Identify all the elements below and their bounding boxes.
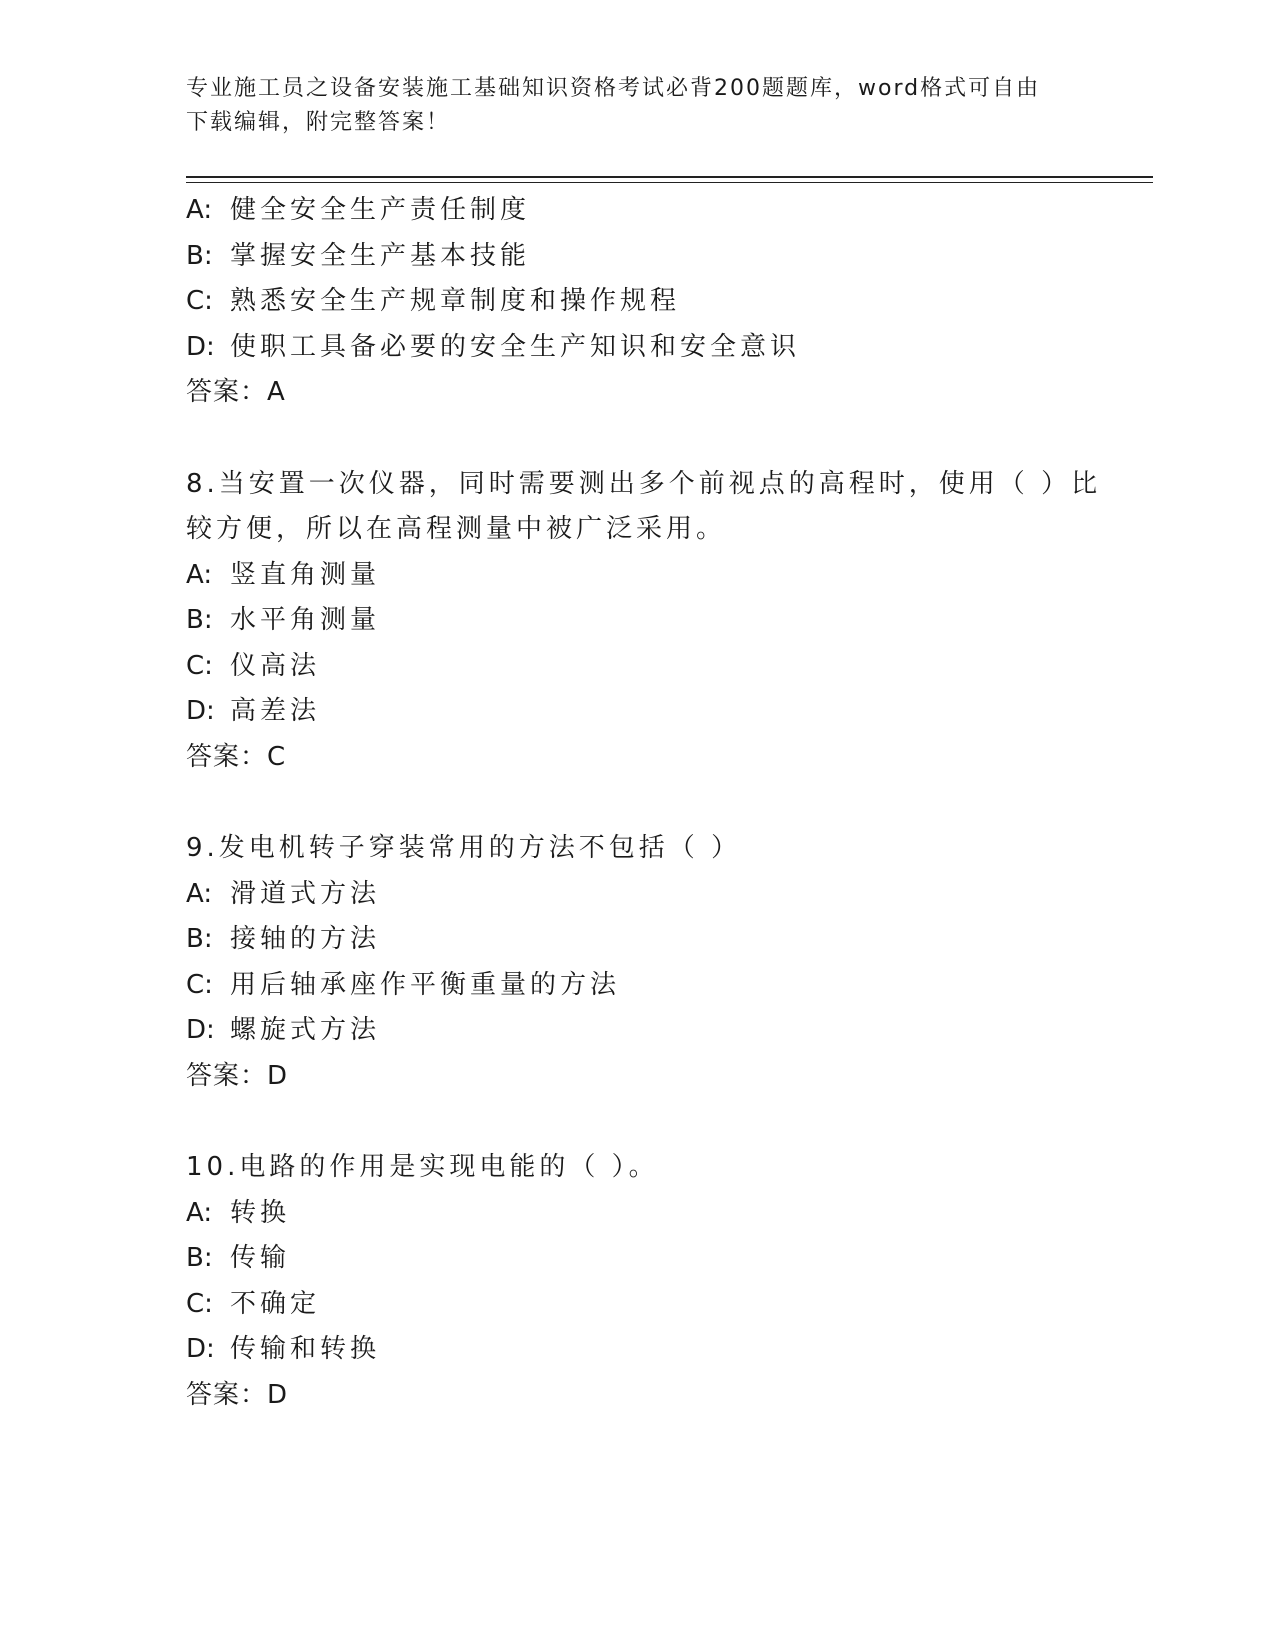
option-b xyxy=(186,598,1146,644)
option-label: D: xyxy=(186,696,215,726)
option-text: 用后轴承座作平衡重量的方法 xyxy=(230,969,621,1000)
option-d xyxy=(186,325,1146,371)
option-text: 螺旋式方法 xyxy=(230,1015,381,1045)
option-text: 接轴的方法 xyxy=(230,924,381,954)
option-text: 传输和转换 xyxy=(230,1334,381,1364)
option-c xyxy=(186,963,1146,1009)
spacer xyxy=(186,780,1146,826)
option-text: 竖直角测量 xyxy=(230,559,381,590)
question-text-line-1: 8.当安置一次仪器，同时需要测出多个前视点的高程时，使用（ ）比 xyxy=(186,468,1102,499)
option-label: A: xyxy=(186,559,213,590)
option-b xyxy=(186,1236,1146,1282)
question-list xyxy=(186,188,1146,1418)
option-b xyxy=(186,917,1146,963)
page-header xyxy=(186,72,1086,140)
option-text: 掌握安全生产基本技能 xyxy=(230,240,531,271)
option-d xyxy=(186,1327,1146,1373)
header-line-1: 专业施工员之设备安装施工基础知识资格考试必背200题题库，word格式可自由 xyxy=(186,76,1041,101)
answer-line: 答案：A xyxy=(186,377,286,407)
answer-line: 答案：D xyxy=(186,1060,289,1091)
option-label: A: xyxy=(186,1197,213,1228)
option-label: B: xyxy=(186,1243,213,1273)
option-label: D: xyxy=(186,1334,215,1364)
header-line-2: 下载编辑，附完整答案！ xyxy=(186,110,451,135)
header-rule-thin xyxy=(186,182,1153,183)
option-label: C: xyxy=(186,650,213,681)
option-text: 健全安全生产责任制度 xyxy=(230,195,531,225)
question-8 xyxy=(186,462,1146,781)
option-a xyxy=(186,1191,1146,1237)
option-d xyxy=(186,1008,1146,1054)
option-a xyxy=(186,553,1146,599)
option-text: 传输 xyxy=(230,1243,291,1273)
option-a xyxy=(186,188,1146,234)
option-label: A: xyxy=(186,195,213,225)
option-b xyxy=(186,234,1146,280)
option-text: 转换 xyxy=(230,1197,291,1228)
question-7 xyxy=(186,188,1146,416)
option-text: 仪高法 xyxy=(230,650,321,681)
spacer xyxy=(186,416,1146,462)
option-text: 熟悉安全生产规章制度和操作规程 xyxy=(230,286,681,316)
option-label: B: xyxy=(186,240,213,271)
option-label: B: xyxy=(186,924,213,954)
option-label: B: xyxy=(186,605,213,635)
option-c xyxy=(186,644,1146,690)
option-c xyxy=(186,1282,1146,1328)
option-label: C: xyxy=(186,1288,213,1319)
question-10 xyxy=(186,1145,1146,1418)
option-d xyxy=(186,689,1146,735)
option-text: 高差法 xyxy=(230,696,321,726)
question-9 xyxy=(186,826,1146,1099)
question-text-line-1: 10.电路的作用是实现电能的（ ）。 xyxy=(186,1152,659,1182)
option-a xyxy=(186,872,1146,918)
option-label: D: xyxy=(186,1015,215,1045)
option-text: 水平角测量 xyxy=(230,605,381,635)
option-c xyxy=(186,279,1146,325)
option-text: 不确定 xyxy=(230,1288,321,1319)
header-rule-thick xyxy=(186,176,1153,178)
answer-line: 答案：D xyxy=(186,1379,289,1410)
option-text: 使职工具备必要的安全生产知识和安全意识 xyxy=(230,331,801,362)
spacer xyxy=(186,1099,1146,1145)
option-label: A: xyxy=(186,878,213,909)
question-text-line-1: 9.发电机转子穿装常用的方法不包括（ ） xyxy=(186,833,742,863)
answer-line: 答案：C xyxy=(186,741,287,772)
question-text-line-2: 较方便，所以在高程测量中被广泛采用。 xyxy=(186,514,727,544)
option-label: C: xyxy=(186,969,213,1000)
option-text: 滑道式方法 xyxy=(230,878,381,909)
option-label: D: xyxy=(186,331,215,362)
option-label: C: xyxy=(186,286,213,316)
